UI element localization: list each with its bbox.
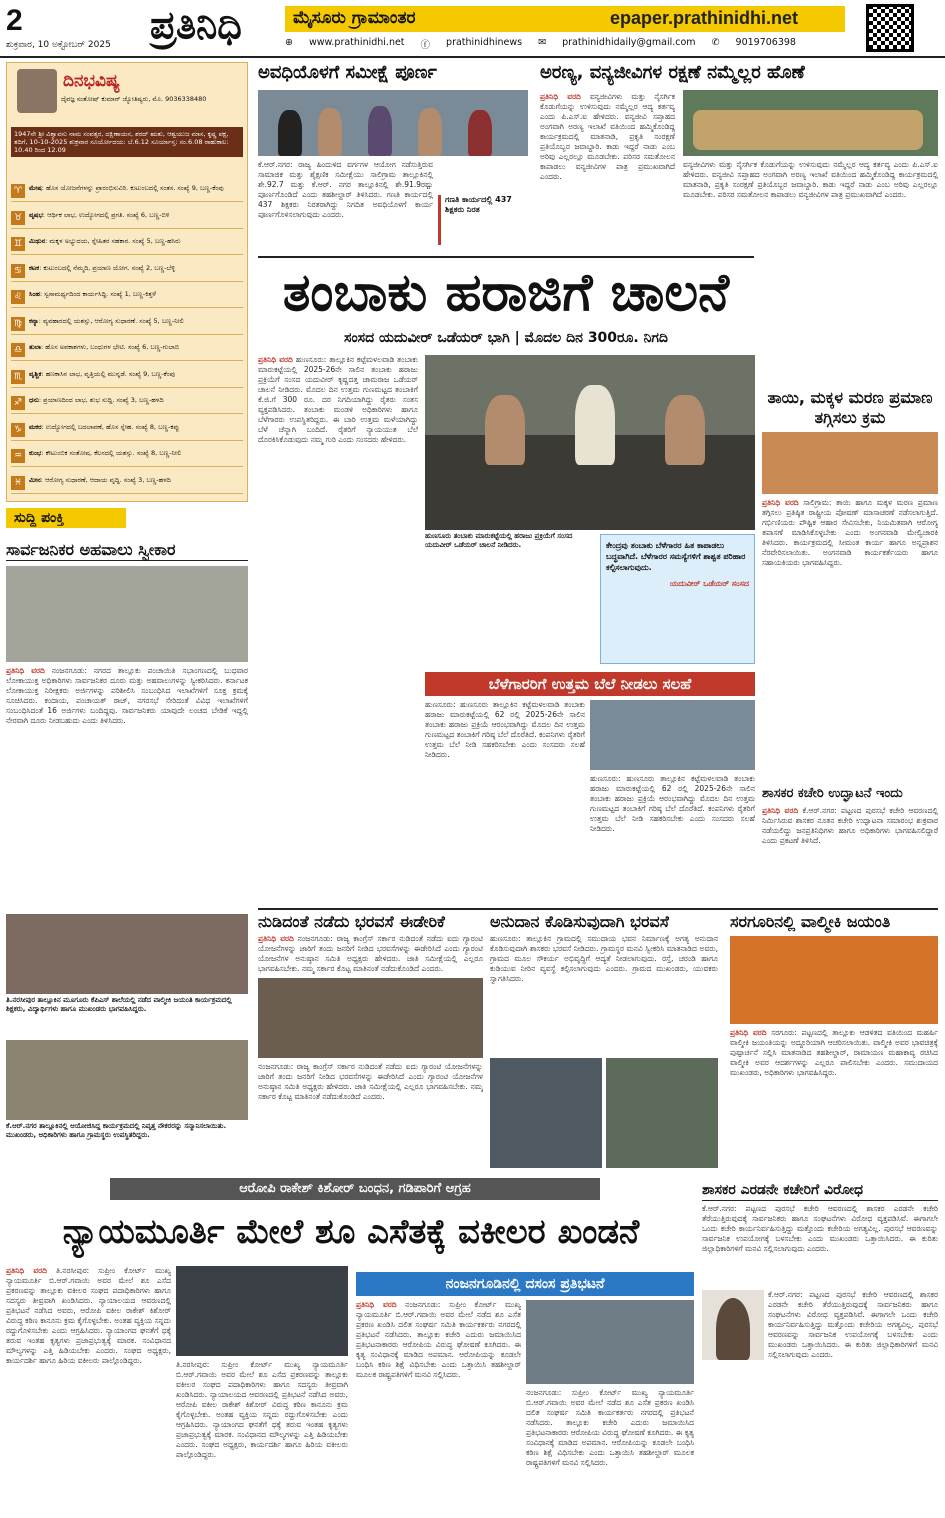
contact-strip bbox=[285, 37, 855, 51]
price-body-cont: ಹುಣಸೂರು: ಹುಣಸೂರು ತಾಲ್ಲೂಕಿನ ಕಟ್ಟೆಮಳಲವಾಡಿ ತಂಬಾಕು ಹರಾಜು ಮಾರುಕಟ್ಟೆಯಲ್ಲಿ 62 ರಲ್ಲಿ 2025-26ನೇ ಸಾಲಿನ ತಂಬಾಕು ಹರಾಜು ಪ್ರಕ್ರಿಯೆ ಆರಂಭವಾಗಿದ್ದು ಮೊದಲ ದಿನ ಉತ್ತಮ ಗುಣಮಟ್ಟದ ತಂಬಾಕಿಗೆ ಗರಿಷ್ಠ ಬೆಲೆ ದೊರೆತಿದೆ. ಕಂಪನಿಗಳು ರೈತರಿಗೆ ಉತ್ತಮ ಬೆಲೆ ನೀಡಿ ಸಹಕರಿಸಬೇಕು ಎಂದು ಸಂಸದರು ಸಲಹೆ ನೀಡಿದರು. bbox=[590, 774, 755, 833]
mail-icon: ✉ bbox=[538, 37, 547, 48]
body-dss bbox=[356, 1300, 521, 1510]
photo-brief-2 bbox=[6, 914, 248, 994]
banner-dss: ನಂಜನಗೂಡಿನಲ್ಲಿ ದಸಂಸ ಪ್ರತಿಭಟನೆ bbox=[356, 1272, 694, 1296]
zodiac-name: ಕನ್ಯಾ bbox=[29, 316, 39, 325]
zodiac-icon: ♈ bbox=[11, 184, 25, 198]
headline-brief: ಸಾರ್ವಜನಿಕರ ಅಹವಾಲು ಸ್ವೀಕಾರ bbox=[6, 540, 248, 561]
body-valmiki bbox=[730, 1028, 938, 1172]
zodiac-text: ಕಟಕ: ಕುಟುಂಬದಲ್ಲಿ ನೆಮ್ಮದಿ, ಪ್ರಯಾಣ ಯೋಗ. ಸಂಖ್ಯೆ 2, ಬಣ್ಣ-ಬೆಳ್ಳಿ bbox=[29, 263, 176, 272]
zodiac-row bbox=[11, 448, 243, 467]
zodiac-prediction: ಪ್ರಯಾಣದಿಂದ ಲಾಭ, ಶುಭ ಸುದ್ದಿ. ಸಂಖ್ಯೆ 3, ಬಣ್ಣ-ಹಳದಿ bbox=[43, 396, 164, 404]
zodiac-row bbox=[11, 475, 243, 494]
body-office bbox=[762, 806, 938, 902]
email-link[interactable]: prathinidhidaily@gmail.com bbox=[562, 37, 696, 48]
lead-photo-caption: ಹುಣಸೂರು ತಂಬಾಕು ಮಾರುಕಟ್ಟೆಯಲ್ಲಿ ಹರಾಜು ಪ್ರಕ್ರಿಯೆಗೆ ಸಂಸದ ಯದುವೀರ್ ಒಡೆಯರ್ ಚಾಲನೆ ನೀಡಿದರು. bbox=[425, 532, 573, 549]
zodiac-name: ಮೀನ bbox=[29, 475, 41, 484]
zodiac-text: ಕನ್ಯಾ: ವ್ಯವಹಾರದಲ್ಲಿ ಯಶಸ್ಸು, ಆರೋಗ್ಯ ಸುಧಾರಣೆ. ಸಂಖ್ಯೆ 5, ಬಣ್ಣ-ನೀಲಿ bbox=[29, 316, 184, 325]
zodiac-name: ಧನು bbox=[29, 396, 39, 404]
body-mother bbox=[762, 498, 938, 780]
zodiac-row bbox=[11, 395, 243, 414]
zodiac-icon: ♊ bbox=[11, 237, 25, 251]
zodiac-prediction: ಮಕ್ಕಳ ಅಭ್ಯುದಯ, ಸ್ನೇಹಿತರ ಸಹಕಾರ. ಸಂಖ್ಯೆ 5, ಬಣ್ಣ-ಹಸಿರು bbox=[49, 237, 181, 245]
phone-number: 9019706398 bbox=[735, 37, 796, 48]
zodiac-row bbox=[11, 316, 243, 335]
zodiac-icon: ♒ bbox=[11, 449, 25, 463]
zodiac-name: ಮೇಷ bbox=[29, 184, 42, 192]
body-dss-cont: ನಂಜನಗೂಡು: ಸುಪ್ರೀಂ ಕೋರ್ಟ್ ಮುಖ್ಯ ನ್ಯಾಯಮೂರ್ತಿ ಬಿ.ಆರ್.ಗವಾಯಿ ಅವರ ಮೇಲೆ ನಡೆದ ಶೂ ಎಸೆತ ಪ್ರಕರಣ ಖಂಡಿಸಿ ದಲಿತ ಸಂಘರ್ಷ ಸಮಿತಿ ಕಾರ್ಯಕರ್ತರು ನಗರದಲ್ಲಿ ಪ್ರತಿಭಟನೆ ನಡೆಸಿದರು. ತಾಲ್ಲೂಕು ಕಚೇರಿ ಎದುರು ಜಮಾಯಿಸಿದ ಪ್ರತಿಭಟನಾಕಾರರು ಆರೋಪಿಯ ವಿರುದ್ಧ ಘೋಷಣೆ ಕೂಗಿದರು. ಈ ಕೃತ್ಯ ಸಂವಿಧಾನಕ್ಕೆ ಮಾಡಿದ ಅಪಮಾನ. ಆರೋಪಿಯನ್ನು ಕೂಡಲೇ ಬಂಧಿಸಿ ಕಠಿಣ ಶಿಕ್ಷೆ ವಿಧಿಸಬೇಕು ಎಂದು ಒತ್ತಾಯಿಸಿ ತಹಶೀಲ್ದಾರ್ ಮೂಲಕ ರಾಷ್ಟ್ರಪತಿಗಳಿಗೆ ಮನವಿ ಸಲ್ಲಿಸಿದರು. bbox=[526, 1388, 694, 1467]
zodiac-prediction: ವ್ಯವಹಾರದಲ್ಲಿ ಯಶಸ್ಸು, ಆರೋಗ್ಯ ಸುಧಾರಣೆ. ಸಂಖ್ಯೆ 5, ಬಣ್ಣ-ನೀಲಿ bbox=[43, 316, 184, 325]
zodiac-text: ಕುಂಭ: ಕೌಟುಂಬಿಕ ಸಂತೋಷ, ಕೆಲಸದಲ್ಲಿ ಯಶಸ್ಸು. ಸಂಖ್ಯೆ 8, ಬಣ್ಣ-ನೀಲಿ bbox=[29, 449, 182, 457]
byline-dss: ಪ್ರತಿನಿಧಿ ವರದಿ bbox=[356, 1300, 397, 1309]
edition-name: ಮೈಸೂರು ಗ್ರಾಮಾಂತರ bbox=[293, 8, 416, 28]
zodiac-text: ಸಿಂಹ: ಸ್ವಸಾಮರ್ಥ್ಯದಿಂದ ಕಾರ್ಯಸಿದ್ಧಿ. ಸಂಖ್ಯೆ 1, ಬಣ್ಣ-ಕಿತ್ತಳೆ bbox=[29, 290, 156, 298]
lead-photo bbox=[425, 355, 755, 530]
zodiac-row bbox=[11, 183, 243, 202]
body-oppose: ಕೆ.ಆರ್.ನಗರ: ಪಟ್ಟಣದ ಪುರಸಭೆ ಕಚೇರಿ ಆವರಣದಲ್ಲಿ ಶಾಸಕರ ಎರಡನೇ ಕಚೇರಿ ತೆರೆಯುತ್ತಿರುವುದಕ್ಕೆ ಸಾರ್ವಜನಿಕರು ಹಾಗೂ ಸಂಘಟನೆಗಳು ವಿರೋಧ ವ್ಯಕ್ತಪಡಿಸಿವೆ. ಈಗಾಗಲೇ ಒಂದು ಕಚೇರಿ ಕಾರ್ಯನಿರ್ವಹಿಸುತ್ತಿದ್ದು ಮತ್ತೊಂದು ಕಚೇರಿಯ ಅಗತ್ಯವಿಲ್ಲ. ಪುರಸಭೆ ಆವರಣವನ್ನು ಸಾರ್ವಜನಿಕ ಉಪಯೋಗಕ್ಕೆ ಬಳಸಬೇಕು ಎಂದು ಮುಖಂಡರು ಒತ್ತಾಯಿಸಿದರು. ಈ ಕುರಿತು ಜಿಲ್ಲಾಧಿಕಾರಿಗಳಿಗೆ ಮನವಿ ಸಲ್ಲಿಸಲಾಗುವುದು ಎಂದರು. bbox=[702, 1204, 938, 1253]
horoscope-title: ದಿನಭವಿಷ್ಯ bbox=[63, 71, 120, 91]
zodiac-prediction: ಕೌಟುಂಬಿಕ ಸಂತೋಷ, ಕೆಲಸದಲ್ಲಿ ಯಶಸ್ಸು. ಸಂಖ್ಯೆ 8, ಬಣ್ಣ-ನೀಲಿ bbox=[45, 449, 182, 457]
zodiac-icon: ♌ bbox=[11, 290, 25, 304]
horoscope-panel bbox=[6, 62, 248, 502]
zodiac-text: ವೃಷಭ: ಆರ್ಥಿಕ ಲಾಭ, ಉದ್ಯೋಗದಲ್ಲಿ ಪ್ರಗತಿ. ಸಂಖ್ಯೆ 6, ಬಣ್ಣ-ಬಿಳಿ bbox=[29, 210, 170, 219]
zodiac-prediction: ಉದ್ಯೋಗದಲ್ಲಿ ಬದಲಾವಣೆ, ಹೊಸ ಸ್ನೇಹ. ಸಂಖ್ಯೆ 8, ಬಣ್ಣ-ಕಪ್ಪು bbox=[45, 422, 180, 431]
pullquote-review: ಗಣತಿ ಕಾರ್ಯದಲ್ಲಿ 437 ಶಿಕ್ಷಕರು ನಿರತ bbox=[438, 195, 526, 245]
page-number: 2 bbox=[6, 4, 23, 37]
price-body: ಹುಣಸೂರು: ಹುಣಸೂರು ತಾಲ್ಲೂಕಿನ ಕಟ್ಟೆಮಳಲವಾಡಿ ತಂಬಾಕು ಹರಾಜು ಮಾರುಕಟ್ಟೆಯಲ್ಲಿ 62 ರಲ್ಲಿ 2025-26ನೇ ಸಾಲಿನ ತಂಬಾಕು ಹರಾಜು ಪ್ರಕ್ರಿಯೆ ಆರಂಭವಾಗಿದ್ದು ಮೊದಲ ದಿನ ಉತ್ತಮ ಗುಣಮಟ್ಟದ ತಂಬಾಕಿಗೆ ಗರಿಷ್ಠ ಬೆಲೆ ದೊರೆತಿದೆ. ಕಂಪನಿಗಳು ರೈತರಿಗೆ ಉತ್ತಮ ಬೆಲೆ ನೀಡಿ ಸಹಕರಿಸಬೇಕು ಎಂದು ಸಂಸದರು ಸಲಹೆ ನೀಡಿದರು. bbox=[425, 700, 585, 759]
headline-forest: ಅರಣ್ಯ, ವನ್ಯಜೀವಿಗಳ ರಕ್ಷಣೆ ನಮ್ಮೆಲ್ಲರ ಹೊಣೆ bbox=[540, 62, 805, 83]
section-tag: ಸುದ್ದಿ ಪಂಕ್ತಿ bbox=[6, 508, 126, 528]
phone-icon: ✆ bbox=[711, 37, 720, 48]
zodiac-icon: ♏ bbox=[11, 370, 25, 384]
byline-judge: ಪ್ರತಿನಿಧಿ ವರದಿ bbox=[6, 1266, 47, 1275]
headline-office: ಶಾಸಕರ ಕಚೇರಿ ಉದ್ಘಾಟನೆ ಇಂದು bbox=[762, 786, 903, 801]
lead-body-text: ಹುಣಸೂರು: ತಾಲ್ಲೂಕಿನ ಕಟ್ಟೆಮಳಲವಾಡಿ ತಂಬಾಕು ಮಾರುಕಟ್ಟೆಯಲ್ಲಿ 2025-26ನೇ ಸಾಲಿನ ತಂಬಾಕು ಹರಾಜು ಪ್ರಕ್ರಿಯೆಗೆ ಸಂಸದ ಯದುವೀರ್ ಕೃಷ್ಣದತ್ತ ಚಾಮರಾಜ ಒಡೆಯರ್ ಚಾಲನೆ ನೀಡಿದರು. ಮೊದಲ ದಿನ ಉತ್ತಮ ಗುಣಮಟ್ಟದ ತಂಬಾಕಿಗೆ ಕೆ.ಜಿ.ಗೆ 300 ರೂ. ದರ ನಿಗದಿಯಾಗಿದ್ದು ರೈತರು ಸಂತಸ ವ್ಯಕ್ತಪಡಿಸಿದರು. ತಂಬಾಕು ಮಂಡಳಿ ಅಧಿಕಾರಿಗಳು ಹಾಗೂ ಬೆಳೆಗಾರರು ಉಪಸ್ಥಿತರಿದ್ದರು. ಈ ಬಾರಿ ಉತ್ತಮ ಮಳೆಯಾಗಿದ್ದು ಬೆಳೆ ಚೆನ್ನಾಗಿ ಬಂದಿದೆ. ರೈತರಿಗೆ ನ್ಯಾಯಯುತ ಬೆಲೆ ದೊರಕಿಸಿಕೊಡುವುದು ನಮ್ಮ ಗುರಿ ಎಂದು ಸಂಸದರು ಹೇಳಿದರು. bbox=[258, 355, 418, 444]
zodiac-name: ಕಟಕ bbox=[29, 263, 40, 272]
headline-grant: ಅನುದಾನ ಕೊಡಿಸುವುದಾಗಿ ಭರವಸೆ bbox=[490, 912, 669, 931]
headline-valmiki: ಸರಗೂರಿನಲ್ಲಿ ವಾಲ್ಮೀಕಿ ಜಯಂತಿ bbox=[730, 912, 891, 931]
panchanga: 1947ನೇ ಶ್ರೀ ವಿಶ್ವಾವಸು ನಾಮ ಸಂವತ್ಸರ, ದಕ್ಷಿಣಾಯನ, ಶರದ್ ಋತು, ಆಶ್ವಯುಜ ಮಾಸ, ಕೃಷ್ಣ ಪಕ್ಷ, ತದಿಗೆ, 10-10-2025 ಶುಕ್ರವಾರ ಸೂರ್ಯೋದಯ: ಬೆ.6.12 ಸೂರ್ಯಾಸ್ತ: ಸಂ.6.08 ರಾಹುಕಾಲ: 10.40 ರಿಂದ 12.09 bbox=[11, 127, 243, 157]
zodiac-row bbox=[11, 289, 243, 308]
zodiac-icon: ♋ bbox=[11, 264, 25, 278]
lead-quote-box bbox=[600, 534, 755, 664]
website-link[interactable]: www.prathinidhi.net bbox=[308, 37, 405, 48]
lead-subhead: ಸಂಸದ ಯದುವೀರ್ ಒಡೆಯರ್ ಭಾಗಿ | ಮೊದಲ ದಿನ 300ರೂ. ನಿಗದಿ bbox=[344, 330, 668, 346]
lead-quote: ಕೇಂದ್ರವು ತಂಬಾಕು ಬೆಳೆಗಾರರ ಹಿತ ಕಾಪಾಡಲು ಬದ್ಧವಾಗಿದೆ. ಬೆಳೆಗಾರರ ಸಮಸ್ಯೆಗಳಿಗೆ ಶಾಶ್ವತ ಪರಿಹಾರ ಕಲ್ಪಿಸಲಾಗುವುದು. bbox=[606, 541, 746, 572]
zodiac-prediction: ಕುಟುಂಬದಲ್ಲಿ ನೆಮ್ಮದಿ, ಪ್ರಯಾಣ ಯೋಗ. ಸಂಖ್ಯೆ 2, ಬಣ್ಣ-ಬೆಳ್ಳಿ bbox=[43, 263, 176, 272]
zodiac-row bbox=[11, 342, 243, 361]
body-walk bbox=[258, 934, 483, 974]
photo-walk bbox=[258, 978, 483, 1058]
byline-forest: ಪ್ರತಿನಿಧಿ ವರದಿ bbox=[540, 92, 581, 101]
photo-mother bbox=[762, 432, 938, 494]
zodiac-prediction: ಹಣಕಾಸಿನ ಲಾಭ, ವೃತ್ತಿಯಲ್ಲಿ ಮುನ್ನಡೆ. ಸಂಖ್ಯೆ 9, ಬಣ್ಣ-ಕೆಂಪು bbox=[45, 369, 176, 378]
lead-quote-by: ಯದುವೀರ್ ಒಡೆಯರ್ ಸಂಸದ bbox=[669, 579, 749, 588]
byline-office: ಪ್ರತಿನಿಧಿ ವರದಿ bbox=[762, 806, 799, 815]
zodiac-prediction: ಹೊಸ ಅವಕಾಶಗಳು, ಬಂಧುಗಳ ಭೇಟಿ. ಸಂಖ್ಯೆ 6, ಬಣ್ಣ-ಗುಲಾಬಿ bbox=[45, 343, 180, 351]
byline-brief: ಪ್ರತಿನಿಧಿ ವರದಿ bbox=[6, 666, 45, 675]
body-grant: ಹುಣಸೂರು: ತಾಲ್ಲೂಕಿನ ಗ್ರಾಮದಲ್ಲಿ ಸಮುದಾಯ ಭವನ ನಿರ್ಮಾಣಕ್ಕೆ ಅಗತ್ಯ ಅನುದಾನ ಕೊಡಿಸುವುದಾಗಿ ಶಾಸಕರು ಭರವಸೆ ನೀಡಿದರು. ಗ್ರಾಮಸ್ಥರ ಮನವಿ ಸ್ವೀಕರಿಸಿ ಮಾತನಾಡಿದ ಅವರು, ಗ್ರಾಮದ ಮೂಲ ಸೌಕರ್ಯ ಅಭಿವೃದ್ಧಿಗೆ ಆದ್ಯತೆ ನೀಡಲಾಗುವುದು. ರಸ್ತೆ, ಚರಂಡಿ ಹಾಗೂ ಕುಡಿಯುವ ನೀರಿನ ವ್ಯವಸ್ಥೆ ಕಲ್ಪಿಸಲಾಗುವುದು ಎಂದರು. ಗ್ರಾಮದ ಮುಖಂಡರು, ಯುವಕರು ಸ್ವಾಗತಿಸಿದರು. bbox=[490, 934, 718, 983]
zodiac-text: ತುಲಾ: ಹೊಸ ಅವಕಾಶಗಳು, ಬಂಧುಗಳ ಭೇಟಿ. ಸಂಖ್ಯೆ 6, ಬಣ್ಣ-ಗುಲಾಬಿ bbox=[29, 343, 180, 351]
photo-judge bbox=[176, 1266, 348, 1356]
headline-review: ಅವಧಿಯೊಳಗೆ ಸಮೀಕ್ಷೆ ಪೂರ್ಣ bbox=[258, 62, 437, 83]
photo-forest bbox=[683, 90, 938, 156]
body-mother-text: ಸಾಲಿಗ್ರಾಮ: ತಾಯಿ ಹಾಗೂ ಮಕ್ಕಳ ಮರಣ ಪ್ರಮಾಣ ತಗ್ಗಿಸಲು ಪ್ರತಿಷ್ಠಿತ ರಾಷ್ಟ್ರೀಯ ಪೋಷಣ್ ಮಾಸಾಚರಣೆ ನಡೆಸಲಾಗುತ್ತಿದೆ. ಗರ್ಭಿಣಿಯರು ಪೌಷ್ಟಿಕ ಆಹಾರ ಸೇವಿಸಬೇಕು, ನಿಯಮಿತವಾಗಿ ಆರೋಗ್ಯ ತಪಾಸಣೆ ಮಾಡಿಸಿಕೊಳ್ಳಬೇಕು ಎಂದು ಅಂಗನವಾಡಿ ಮೇಲ್ವಿಚಾರಕಿ ತಿಳಿಸಿದರು. ಕಾರ್ಯಕ್ರಮದಲ್ಲಿ ಸೀಮಂತ ಕಾರ್ಯ ಹಾಗೂ ಅನ್ನಪ್ರಾಶನ ನೆರವೇರಿಸಲಾಯಿತು. ಅಂಗನವಾಡಿ ಕಾರ್ಯಕರ್ತೆಯರು ಹಾಗೂ ಸಹಾಯಕಿಯರು ಭಾಗವಹಿಸಿದ್ದರು. bbox=[762, 498, 938, 567]
epaper-url[interactable]: epaper.prathinidhi.net bbox=[610, 8, 799, 28]
body-oppose-cont: ಕೆ.ಆರ್.ನಗರ: ಪಟ್ಟಣದ ಪುರಸಭೆ ಕಚೇರಿ ಆವರಣದಲ್ಲಿ ಶಾಸಕರ ಎರಡನೇ ಕಚೇರಿ ತೆರೆಯುತ್ತಿರುವುದಕ್ಕೆ ಸಾರ್ವಜನಿಕರು ಹಾಗೂ ಸಂಘಟನೆಗಳು ವಿರೋಧ ವ್ಯಕ್ತಪಡಿಸಿವೆ. ಈಗಾಗಲೇ ಒಂದು ಕಚೇರಿ ಕಾರ್ಯನಿರ್ವಹಿಸುತ್ತಿದ್ದು ಮತ್ತೊಂದು ಕಚೇರಿಯ ಅಗತ್ಯವಿಲ್ಲ. ಪುರಸಭೆ ಆವರಣವನ್ನು ಸಾರ್ವಜನಿಕ ಉಪಯೋಗಕ್ಕೆ ಬಳಸಬೇಕು ಎಂದು ಮುಖಂಡರು ಒತ್ತಾಯಿಸಿದರು. ಈ ಕುರಿತು ಜಿಲ್ಲಾಧಿಕಾರಿಗಳಿಗೆ ಮನವಿ ಸಲ್ಲಿಸಲಾಗುವುದು ಎಂದರು. bbox=[768, 1290, 938, 1359]
body-forest-cont: ವನ್ಯಜೀವಿಗಳು ಮತ್ತು ನೈಸರ್ಗಿಕ ಕೊಡುಗೆಯನ್ನು ಉಳಿಸುವುದು ನಮ್ಮೆಲ್ಲರ ಆದ್ಯ ಕರ್ತವ್ಯ ಎಂದು ಪಿ.ಎಸ್.ಐ ಹೇಳಿದರು. ವನ್ಯಜೀವಿ ಸಪ್ತಾಹದ ಅಂಗವಾಗಿ ಅರಣ್ಯ ಇಲಾಖೆ ವತಿಯಿಂದ ಹಮ್ಮಿಕೊಂಡಿದ್ದ ಕಾರ್ಯಕ್ರಮದಲ್ಲಿ ಮಾತನಾಡಿ, ಪ್ರಕೃತಿ ಸಂರಕ್ಷಣೆ ಪ್ರತಿಯೊಬ್ಬರ ಜವಾಬ್ದಾರಿ. ಕಾಡು ಇದ್ದರೆ ನಾಡು ಎಂಬ ಅರಿವು ಎಲ್ಲರಲ್ಲೂ ಮೂಡಬೇಕು. ಪರಿಸರ ಸಮತೋಲನ ಕಾಪಾಡಲು ವನ್ಯಜೀವಿಗಳ ಪಾತ್ರ ಪ್ರಮುಖವಾಗಿದೆ ಎಂದರು. bbox=[683, 160, 938, 199]
astrologer-photo bbox=[17, 69, 57, 113]
issue-date: ಶುಕ್ರವಾರ, 10 ಅಕ್ಟೋಬರ್ 2025 bbox=[6, 40, 111, 50]
body-judge bbox=[6, 1266, 171, 1511]
photo-valmiki bbox=[730, 936, 938, 1024]
zodiac-prediction: ಸ್ವಸಾಮರ್ಥ್ಯದಿಂದ ಕಾರ್ಯಸಿದ್ಧಿ. ಸಂಖ್ಯೆ 1, ಬಣ್ಣ-ಕಿತ್ತಳೆ bbox=[44, 290, 156, 298]
zodiac-prediction: ಆರೋಗ್ಯ ಸುಧಾರಣೆ, ಆದಾಯ ವೃದ್ಧಿ. ಸಂಖ್ಯೆ 3, ಬಣ್ಣ-ಹಳದಿ bbox=[44, 475, 171, 484]
lead-byline: ಪ್ರತಿನಿಧಿ ವರದಿ bbox=[258, 355, 293, 364]
zodiac-row bbox=[11, 422, 243, 441]
lead-headline: ತಂಬಾಕು ಹರಾಜಿಗೆ ಚಾಲನೆ bbox=[282, 263, 730, 323]
photo-review bbox=[258, 90, 528, 156]
photo-oppose bbox=[702, 1290, 764, 1360]
price-banner: ಬೆಳೆಗಾರರಿಗೆ ಉತ್ತಮ ಬೆಲೆ ನೀಡಲು ಸಲಹೆ bbox=[425, 672, 755, 696]
headline-mother: ತಾಯಿ, ಮಕ್ಕಳ ಮರಣ ಪ್ರಮಾಣ ತಗ್ಗಿಸಲು ಕ್ರಮ bbox=[767, 388, 933, 427]
newspaper-logo: ಪ್ರತಿನಿಧಿ bbox=[150, 2, 242, 47]
horoscope-header bbox=[11, 67, 243, 115]
body-walk-cont: ನಂಜನಗೂಡು: ರಾಜ್ಯ ಕಾಂಗ್ರೆಸ್ ಸರ್ಕಾರ ನುಡಿದಂತೆ ನಡೆದು ಐದು ಗ್ಯಾರಂಟಿ ಯೋಜನೆಗಳನ್ನು ಜಾರಿಗೆ ತಂದು ಜನರಿಗೆ ನೀಡಿದ ಭರವಸೆಗಳನ್ನು ಈಡೇರಿಸಿದೆ ಎಂದು ಗ್ಯಾರಂಟಿ ಯೋಜನೆಗಳ ಅನುಷ್ಠಾನ ಸಮಿತಿ ಅಧ್ಯಕ್ಷರು ಹೇಳಿದರು. ಜಾತಿ ಸಮೀಕ್ಷೆಯಲ್ಲಿ ಎಲ್ಲರೂ ಭಾಗವಹಿಸಬೇಕು. ನಮ್ಮ ಸರ್ಕಾರ ಕೊಟ್ಟ ಮಾತಿನಂತೆ ನಡೆದುಕೊಂಡಿದೆ ಎಂದರು. bbox=[258, 1062, 483, 1101]
zodiac-icon: ♓ bbox=[11, 476, 25, 490]
qr-code[interactable] bbox=[866, 4, 914, 52]
social-icon: ⓕ bbox=[420, 40, 431, 51]
body-walk-text: ನಂಜನಗೂಡು: ರಾಜ್ಯ ಕಾಂಗ್ರೆಸ್ ಸರ್ಕಾರ ನುಡಿದಂತೆ ನಡೆದು ಐದು ಗ್ಯಾರಂಟಿ ಯೋಜನೆಗಳನ್ನು ಜಾರಿಗೆ ತಂದು ಜನರಿಗೆ ನೀಡಿದ ಭರವಸೆಗಳನ್ನು ಈಡೇರಿಸಿದೆ ಎಂದು ಗ್ಯಾರಂಟಿ ಯೋಜನೆಗಳ ಅನುಷ್ಠಾನ ಸಮಿತಿ ಅಧ್ಯಕ್ಷರು ಹೇಳಿದರು. ಜಾತಿ ಸಮೀಕ್ಷೆಯಲ್ಲಿ ಎಲ್ಲರೂ ಭಾಗವಹಿಸಬೇಕು. ನಮ್ಮ ಸರ್ಕಾರ ಕೊಟ್ಟ ಮಾತಿನಂತೆ ನಡೆದುಕೊಂಡಿದೆ ಎಂದರು. bbox=[258, 934, 483, 973]
body-forest bbox=[540, 92, 675, 252]
zodiac-row bbox=[11, 236, 243, 255]
divider bbox=[258, 908, 938, 910]
lead-body bbox=[258, 355, 418, 605]
zodiac-name: ತುಲಾ bbox=[29, 343, 42, 351]
zodiac-icon: ♐ bbox=[11, 396, 25, 410]
zodiac-prediction: ಆರ್ಥಿಕ ಲಾಭ, ಉದ್ಯೋಗದಲ್ಲಿ ಪ್ರಗತಿ. ಸಂಖ್ಯೆ 6, ಬಣ್ಣ-ಬಿಳಿ bbox=[47, 210, 170, 219]
zodiac-text: ಮೀನ: ಆರೋಗ್ಯ ಸುಧಾರಣೆ, ಆದಾಯ ವೃದ್ಧಿ. ಸಂಖ್ಯೆ 3, ಬಣ್ಣ-ಹಳದಿ bbox=[29, 475, 171, 484]
globe-icon: ⊕ bbox=[285, 37, 293, 48]
headline-walk: ನುಡಿದಂತೆ ನಡೆದು ಭರವಸೆ ಈಡೇರಿಕೆ bbox=[258, 912, 445, 931]
body-brief-text: ನಂಜನಗೂಡು: ನಗರದ ತಾಲ್ಲೂಕು ಪಂಚಾಯಿತಿ ಸಭಾಂಗಣದಲ್ಲಿ ಬುಧವಾರ ಲೋಕಾಯುಕ್ತ ಅಧಿಕಾರಿಗಳು ಸಾರ್ವಜನಿಕರ ದೂರು ಮತ್ತು ಅಹವಾಲುಗಳನ್ನು ಸ್ವೀಕರಿಸಿದರು. ಕರ್ನಾಟಕ ಲೋಕಾಯುಕ್ತ ನಿರೀಕ್ಷಕರು ಅರ್ಜಿಗಳನ್ನು ಪರಿಶೀಲಿಸಿ ಸಂಬಂಧಿಸಿದ ಇಲಾಖೆಗಳಿಗೆ ಸೂಕ್ತ ಕ್ರಮಕ್ಕೆ ಸೂಚಿಸಿದರು. ಕಂದಾಯ, ಪಂಚಾಯತ್ ರಾಜ್, ನಗರಸಭೆ ಸೇರಿದಂತೆ ವಿವಿಧ ಇಲಾಖೆಗಳಿಗೆ ಸಂಬಂಧಿಸಿದಂತೆ 16 ಅರ್ಜಿಗಳು ಬಂದಿದ್ದವು. ಸಾರ್ವಜನಿಕರು ಯಾವುದೇ ಲಂಚದ ಬೇಡಿಕೆ ಇದ್ದಲ್ಲಿ ನೇರವಾಗಿ ದೂರು ನೀಡಬಹುದು ಎಂದು ತಿಳಿಸಿದರು. bbox=[6, 666, 248, 725]
byline-mother: ಪ್ರತಿನಿಧಿ ವರದಿ bbox=[762, 498, 799, 507]
zodiac-row bbox=[11, 369, 243, 388]
zodiac-icon: ♉ bbox=[11, 211, 25, 225]
zodiac-prediction: ಹೊಸ ಯೋಜನೆಗಳನ್ನು ಪ್ರಾರಂಭಿಸುವಿರಿ. ಕುಟುಂಬದಲ್ಲಿ ಸಂತಸ. ಸಂಖ್ಯೆ 9, ಬಣ್ಣ-ಕೆಂಪು bbox=[46, 184, 224, 192]
photo-dss bbox=[526, 1300, 694, 1384]
masthead bbox=[0, 0, 945, 58]
body-judge-text: ತಿ.ನರಸೀಪುರ: ಸುಪ್ರೀಂ ಕೋರ್ಟ್ ಮುಖ್ಯ ನ್ಯಾಯಮೂರ್ತಿ ಬಿ.ಆರ್.ಗವಾಯಿ ಅವರ ಮೇಲೆ ಶೂ ಎಸೆದ ಪ್ರಕರಣವನ್ನು ತಾಲ್ಲೂಕು ವಕೀಲರ ಸಂಘದ ಪದಾಧಿಕಾರಿಗಳು ಹಾಗೂ ಸದಸ್ಯರು ತೀವ್ರವಾಗಿ ಖಂಡಿಸಿದರು. ನ್ಯಾಯಾಲಯದ ಆವರಣದಲ್ಲಿ ಪ್ರತಿಭಟನೆ ನಡೆಸಿದ ಅವರು, ಆರೋಪಿ ವಕೀಲ ರಾಕೇಶ್ ಕಿಶೋರ್ ವಿರುದ್ಧ ಕಠಿಣ ಕಾನೂನು ಕ್ರಮ ಕೈಗೊಳ್ಳಬೇಕು. ಅಂತಹ ವ್ಯಕ್ತಿಯ ಸನ್ನದು ರದ್ದುಗೊಳಿಸಬೇಕು ಎಂದು ಆಗ್ರಹಿಸಿದರು. ನ್ಯಾಯಾಂಗದ ಘನತೆಗೆ ಧಕ್ಕೆ ತರುವ ಇಂತಹ ಕೃತ್ಯಗಳು ಪ್ರಜಾಪ್ರಭುತ್ವಕ್ಕೆ ಮಾರಕ. ಸಂವಿಧಾನದ ಮೌಲ್ಯಗಳನ್ನು ಎತ್ತಿ ಹಿಡಿಯಬೇಕು ಎಂದರು. ಸಂಘದ ಅಧ್ಯಕ್ಷರು, ಕಾರ್ಯದರ್ಶಿ ಹಾಗೂ ಹಿರಿಯ ವಕೀಲರು ಪಾಲ್ಗೊಂಡಿದ್ದರು. bbox=[6, 1266, 171, 1365]
zodiac-name: ಸಿಂಹ bbox=[29, 290, 40, 298]
body-valmiki-text: ಸರಗೂರು: ಪಟ್ಟಣದಲ್ಲಿ ತಾಲ್ಲೂಕು ಆಡಳಿತದ ವತಿಯಿಂದ ಮಹರ್ಷಿ ವಾಲ್ಮೀಕಿ ಜಯಂತಿಯನ್ನು ಅದ್ದೂರಿಯಾಗಿ ಆಚರಿಸಲಾಯಿತು. ವಾಲ್ಮೀಕಿ ಅವರ ಭಾವಚಿತ್ರಕ್ಕೆ ಪುಷ್ಪಾರ್ಚನೆ ಸಲ್ಲಿಸಿ ಮಾತನಾಡಿದ ತಹಶೀಲ್ದಾರ್, ರಾಮಾಯಣ ಮಹಾಕಾವ್ಯ ರಚಿಸಿದ ವಾಲ್ಮೀಕಿ ಅವರ ಆದರ್ಶಗಳನ್ನು ಎಲ್ಲರೂ ಪಾಲಿಸಬೇಕು ಎಂದರು. ಸಮುದಾಯದ ಮುಖಂಡರು, ಅಧಿಕಾರಿಗಳು ಭಾಗವಹಿಸಿದ್ದರು. bbox=[730, 1028, 938, 1077]
headline-judge: ನ್ಯಾಯಮೂರ್ತಿ ಮೇಲೆ ಶೂ ಎಸೆತಕ್ಕೆ ವಕೀಲರ ಖಂಡನೆ bbox=[62, 1212, 640, 1252]
body-review: ಕೆ.ಆರ್.ನಗರ: ರಾಜ್ಯ ಹಿಂದುಳಿದ ವರ್ಗಗಳ ಆಯೋಗ ನಡೆಸುತ್ತಿರುವ ಸಾಮಾಜಿಕ ಮತ್ತು ಶೈಕ್ಷಣಿಕ ಸಮೀಕ್ಷೆಯು ಸಾಲಿಗ್ರಾಮ ತಾಲ್ಲೂಕಿನಲ್ಲಿ ಶೇ.92.7 ಮತ್ತು ಕೆ.ಆರ್. ನಗರ ತಾಲ್ಲೂಕಿನಲ್ಲಿ ಶೇ.91.9ರಷ್ಟು ಪೂರ್ಣಗೊಂಡಿದೆ ಎಂದು ತಹಶೀಲ್ದಾರ್ ತಿಳಿಸಿದರು. ಗಣತಿ ಕಾರ್ಯದಲ್ಲಿ 437 ಶಿಕ್ಷಕರು ನಿರತರಾಗಿದ್ದು ನಿಗದಿತ ಅವಧಿಯೊಳಗೆ ಕಾರ್ಯ ಪೂರ್ಣಗೊಳಿಸಲಾಗುವುದು ಎಂದರು. bbox=[258, 160, 433, 219]
zodiac-text: ವೃಶ್ಚಿಕ: ಹಣಕಾಸಿನ ಲಾಭ, ವೃತ್ತಿಯಲ್ಲಿ ಮುನ್ನಡೆ. ಸಂಖ್ಯೆ 9, ಬಣ್ಣ-ಕೆಂಪು bbox=[29, 369, 176, 378]
zodiac-name: ಮಿಥುನ bbox=[29, 237, 46, 245]
zodiac-text: ಮೇಷ: ಹೊಸ ಯೋಜನೆಗಳನ್ನು ಪ್ರಾರಂಭಿಸುವಿರಿ. ಕುಟುಂಬದಲ್ಲಿ ಸಂತಸ. ಸಂಖ್ಯೆ 9, ಬಣ್ಣ-ಕೆಂಪು bbox=[29, 184, 224, 192]
body-office-text: ಕೆ.ಆರ್.ನಗರ: ಪಟ್ಟಣದ ಪುರಸಭೆ ಕಚೇರಿ ಆವರಣದಲ್ಲಿ ನಿರ್ಮಿಸಿರುವ ಶಾಸಕರ ನೂತನ ಕಚೇರಿ ಉದ್ಘಾಟನಾ ಸಮಾರಂಭ ಶುಕ್ರವಾರ ನಡೆಯಲಿದ್ದು ಜನಪ್ರತಿನಿಧಿಗಳು ಹಾಗೂ ಅಧಿಕಾರಿಗಳು ಭಾಗವಹಿಸಲಿದ್ದಾರೆ ಎಂದು ಪ್ರಕಟಣೆ ತಿಳಿಸಿದೆ. bbox=[762, 806, 938, 845]
photo-brief bbox=[6, 566, 248, 662]
zodiac-name: ವೃಶ್ಚಿಕ bbox=[29, 369, 42, 378]
zodiac-text: ಮಿಥುನ: ಮಕ್ಕಳ ಅಭ್ಯುದಯ, ಸ್ನೇಹಿತರ ಸಹಕಾರ. ಸಂಖ್ಯೆ 5, ಬಣ್ಣ-ಹಸಿರು bbox=[29, 237, 181, 245]
photo-grant-2 bbox=[606, 1058, 718, 1168]
zodiac-icon: ♎ bbox=[11, 343, 25, 357]
zodiac-icon: ♑ bbox=[11, 423, 25, 437]
headline-oppose: ಶಾಸಕರ ಎರಡನೇ ಕಚೇರಿಗೆ ವಿರೋಧ bbox=[702, 1180, 938, 1201]
zodiac-icon: ♍ bbox=[11, 317, 25, 331]
caption-brief-3: ಕೆ.ಆರ್.ನಗರ ತಾಲ್ಲೂಕಿನಲ್ಲಿ ಆಯೋಜಿಸಿದ್ದ ಕಾರ್ಯಕ್ರಮದಲ್ಲಿ ನಿವೃತ್ತ ನೌಕರರನ್ನು ಸನ್ಮಾನಿಸಲಾಯಿತು. ಮುಖಂಡರು, ಅಧಿಕಾರಿಗಳು ಹಾಗೂ ಗ್ರಾಮಸ್ಥರು ಉಪಸ್ಥಿತರಿದ್ದರು. bbox=[6, 1122, 227, 1139]
body-brief bbox=[6, 666, 248, 908]
astrologer-name: ದೈವಜ್ಞ ಸಂತೋಷ್ ಕುಮಾರ್ ಜ್ಯೋತಿಷ್ಯರು, ಮೊ. 9036338480 bbox=[61, 95, 207, 103]
body-dss-text: ನಂಜನಗೂಡು: ಸುಪ್ರೀಂ ಕೋರ್ಟ್ ಮುಖ್ಯ ನ್ಯಾಯಮೂರ್ತಿ ಬಿ.ಆರ್.ಗವಾಯಿ ಅವರ ಮೇಲೆ ನಡೆದ ಶೂ ಎಸೆತ ಪ್ರಕರಣ ಖಂಡಿಸಿ ದಲಿತ ಸಂಘರ್ಷ ಸಮಿತಿ ಕಾರ್ಯಕರ್ತರು ನಗರದಲ್ಲಿ ಪ್ರತಿಭಟನೆ ನಡೆಸಿದರು. ತಾಲ್ಲೂಕು ಕಚೇರಿ ಎದುರು ಜಮಾಯಿಸಿದ ಪ್ರತಿಭಟನಾಕಾರರು ಆರೋಪಿಯ ವಿರುದ್ಧ ಘೋಷಣೆ ಕೂಗಿದರು. ಈ ಕೃತ್ಯ ಸಂವಿಧಾನಕ್ಕೆ ಮಾಡಿದ ಅಪಮಾನ. ಆರೋಪಿಯನ್ನು ಕೂಡಲೇ ಬಂಧಿಸಿ ಕಠಿಣ ಶಿಕ್ಷೆ ವಿಧಿಸಬೇಕು ಎಂದು ಒತ್ತಾಯಿಸಿ ತಹಶೀಲ್ದಾರ್ ಮೂಲಕ ರಾಷ್ಟ್ರಪತಿಗಳಿಗೆ ಮನವಿ ಸಲ್ಲಿಸಿದರು. bbox=[356, 1300, 521, 1379]
zodiac-row bbox=[11, 210, 243, 229]
zodiac-text: ಧನು: ಪ್ರಯಾಣದಿಂದ ಲಾಭ, ಶುಭ ಸುದ್ದಿ. ಸಂಖ್ಯೆ 3, ಬಣ್ಣ-ಹಳದಿ bbox=[29, 396, 164, 404]
body-judge-cont: ತಿ.ನರಸೀಪುರ: ಸುಪ್ರೀಂ ಕೋರ್ಟ್ ಮುಖ್ಯ ನ್ಯಾಯಮೂರ್ತಿ ಬಿ.ಆರ್.ಗವಾಯಿ ಅವರ ಮೇಲೆ ಶೂ ಎಸೆದ ಪ್ರಕರಣವನ್ನು ತಾಲ್ಲೂಕು ವಕೀಲರ ಸಂಘದ ಪದಾಧಿಕಾರಿಗಳು ಹಾಗೂ ಸದಸ್ಯರು ತೀವ್ರವಾಗಿ ಖಂಡಿಸಿದರು. ನ್ಯಾಯಾಲಯದ ಆವರಣದಲ್ಲಿ ಪ್ರತಿಭಟನೆ ನಡೆಸಿದ ಅವರು, ಆರೋಪಿ ವಕೀಲ ರಾಕೇಶ್ ಕಿಶೋರ್ ವಿರುದ್ಧ ಕಠಿಣ ಕಾನೂನು ಕ್ರಮ ಕೈಗೊಳ್ಳಬೇಕು. ಅಂತಹ ವ್ಯಕ್ತಿಯ ಸನ್ನದು ರದ್ದುಗೊಳಿಸಬೇಕು ಎಂದು ಆಗ್ರಹಿಸಿದರು. ನ್ಯಾಯಾಂಗದ ಘನತೆಗೆ ಧಕ್ಕೆ ತರುವ ಇಂತಹ ಕೃತ್ಯಗಳು ಪ್ರಜಾಪ್ರಭುತ್ವಕ್ಕೆ ಮಾರಕ. ಸಂವಿಧಾನದ ಮೌಲ್ಯಗಳನ್ನು ಎತ್ತಿ ಹಿಡಿಯಬೇಕು ಎಂದರು. ಸಂಘದ ಅಧ್ಯಕ್ಷರು, ಕಾರ್ಯದರ್ಶಿ ಹಾಗೂ ಹಿರಿಯ ವಕೀಲರು ಪಾಲ್ಗೊಂಡಿದ್ದರು. bbox=[176, 1360, 348, 1459]
byline-valmiki: ಪ್ರತಿನಿಧಿ ವರದಿ bbox=[730, 1028, 767, 1037]
zodiac-name: ಮಕರ bbox=[29, 422, 42, 431]
zodiac-row bbox=[11, 263, 243, 282]
zodiac-name: ಕುಂಭ bbox=[29, 449, 42, 457]
zodiac-name: ವೃಷಭ bbox=[29, 210, 43, 219]
photo-brief-3 bbox=[6, 1040, 248, 1120]
social-handle[interactable]: prathinidhinews bbox=[446, 37, 523, 48]
photo-grant-1 bbox=[490, 1058, 602, 1168]
zodiac-text: ಮಕರ: ಉದ್ಯೋಗದಲ್ಲಿ ಬದಲಾವಣೆ, ಹೊಸ ಸ್ನೇಹ. ಸಂಖ್ಯೆ 8, ಬಣ್ಣ-ಕಪ್ಪು bbox=[29, 422, 180, 431]
kicker-judge: ಆರೋಪಿ ರಾಕೇಶ್ ಕಿಶೋರ್ ಬಂಧನ, ಗಡಿಪಾರಿಗೆ ಆಗ್ರಹ bbox=[110, 1178, 600, 1200]
byline-walk: ಪ್ರತಿನಿಧಿ ವರದಿ bbox=[258, 934, 294, 943]
body-forest-text: ವನ್ಯಜೀವಿಗಳು ಮತ್ತು ನೈಸರ್ಗಿಕ ಕೊಡುಗೆಯನ್ನು ಉಳಿಸುವುದು ನಮ್ಮೆಲ್ಲರ ಆದ್ಯ ಕರ್ತವ್ಯ ಎಂದು ಪಿ.ಎಸ್.ಐ ಹೇಳಿದರು. ವನ್ಯಜೀವಿ ಸಪ್ತಾಹದ ಅಂಗವಾಗಿ ಅರಣ್ಯ ಇಲಾಖೆ ವತಿಯಿಂದ ಹಮ್ಮಿಕೊಂಡಿದ್ದ ಕಾರ್ಯಕ್ರಮದಲ್ಲಿ ಮಾತನಾಡಿ, ಪ್ರಕೃತಿ ಸಂರಕ್ಷಣೆ ಪ್ರತಿಯೊಬ್ಬರ ಜವಾಬ್ದಾರಿ. ಕಾಡು ಇದ್ದರೆ ನಾಡು ಎಂಬ ಅರಿವು ಎಲ್ಲರಲ್ಲೂ ಮೂಡಬೇಕು. ಪರಿಸರ ಸಮತೋಲನ ಕಾಪಾಡಲು ವನ್ಯಜೀವಿಗಳ ಪಾತ್ರ ಪ್ರಮುಖವಾಗಿದೆ ಎಂದರು. bbox=[540, 92, 675, 181]
price-photo bbox=[590, 700, 755, 770]
caption-brief-2: ತಿ.ನರಸೀಪುರ ತಾಲ್ಲೂಕಿನ ಮೂಗೂರು ಕೆಪಿಎಸ್ ಶಾಲೆಯಲ್ಲಿ ನಡೆದ ವಾಲ್ಮೀಕಿ ಜಯಂತಿ ಕಾರ್ಯಕ್ರಮದಲ್ಲಿ ಶಿಕ್ಷಕರು, ವಿದ್ಯಾರ್ಥಿಗಳು ಹಾಗೂ ಮುಖಂಡರು ಭಾಗವಹಿಸಿದ್ದರು. bbox=[6, 996, 232, 1013]
